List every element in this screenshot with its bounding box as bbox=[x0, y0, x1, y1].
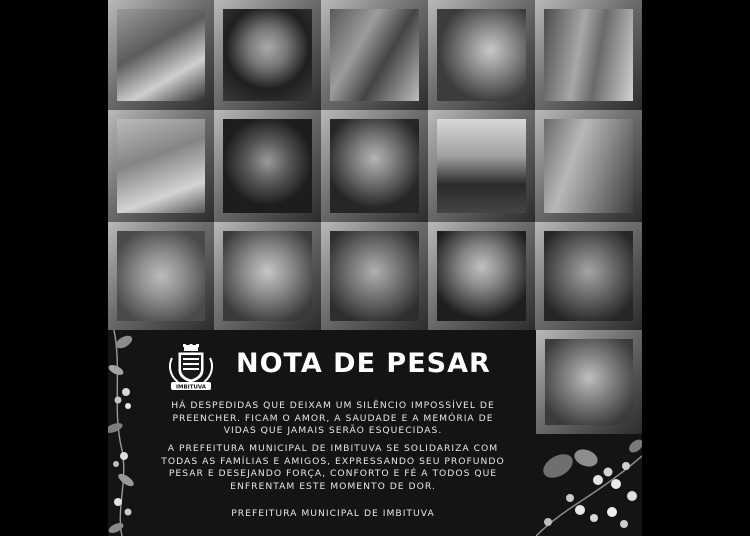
memorial-photo bbox=[428, 110, 535, 222]
photo-couple-young bbox=[117, 9, 205, 101]
crest-label: IMBITUVA bbox=[175, 384, 207, 391]
memorial-photo bbox=[214, 0, 321, 110]
memorial-photo bbox=[214, 222, 321, 330]
notice-paragraph-1: HÁ DESPEDIDAS QUE DEIXAM UM SILÊNCIO IMPOSSÍVEL DE PREENCHER. FICAM O AMOR, A SAUDADE E A MEMÓRIA DE VIDAS QUE JAMAIS SERÃO ESQUECIDAS. bbox=[171, 400, 495, 437]
memorial-photo bbox=[214, 110, 321, 222]
photo-couple-selfie bbox=[544, 119, 633, 213]
memorial-photo bbox=[428, 0, 535, 110]
photo-two-men bbox=[117, 119, 205, 213]
flower-branch-icon bbox=[108, 330, 136, 536]
memorial-photo bbox=[428, 222, 535, 330]
imbituva-crest-icon bbox=[166, 344, 216, 392]
photo-man-portrait bbox=[544, 231, 633, 321]
memorial-photo bbox=[535, 222, 642, 330]
memorial-photo bbox=[321, 0, 428, 110]
photo-woman-dark-hair bbox=[223, 119, 312, 213]
photo-young-man bbox=[223, 9, 312, 101]
memorial-photo bbox=[321, 222, 428, 330]
photo-elderly-woman bbox=[545, 339, 633, 425]
photo-two-girls bbox=[330, 9, 419, 101]
memorial-photo bbox=[321, 110, 428, 222]
notice-paragraph-2: A PREFEITURA MUNICIPAL DE IMBITUVA SE SOLIDARIZA COM TODAS AS FAMÍLIAS E AMIGOS, EXPRESSANDO SEU PROFUNDO PESAR E DESEJANDO FORÇA, CONFORTO E FÉ A TODOS QUE ENFRENTAM ESTE MOMENTO DE DOR. bbox=[161, 443, 505, 492]
memorial-photo bbox=[108, 0, 214, 110]
photo-woman-short-hair bbox=[330, 231, 419, 321]
memorial-poster bbox=[108, 0, 642, 536]
photo-older-man bbox=[117, 231, 205, 321]
photo-woman-glasses bbox=[330, 119, 419, 213]
memorial-photo bbox=[536, 330, 642, 434]
memorial-photo bbox=[535, 0, 642, 110]
flower-branch-icon bbox=[536, 436, 642, 536]
photo-two-women bbox=[437, 9, 526, 101]
photo-older-couple bbox=[544, 9, 633, 101]
memorial-photo bbox=[535, 110, 642, 222]
memorial-photo bbox=[108, 222, 214, 330]
photo-young-woman bbox=[223, 231, 312, 321]
photo-smiling-woman bbox=[437, 231, 526, 321]
memorial-photo bbox=[108, 110, 214, 222]
photo-man-jersey bbox=[437, 119, 526, 213]
notice-signature: PREFEITURA MUNICIPAL DE IMBITUVA bbox=[231, 508, 435, 519]
notice-title: NOTA DE PESAR bbox=[236, 348, 491, 379]
